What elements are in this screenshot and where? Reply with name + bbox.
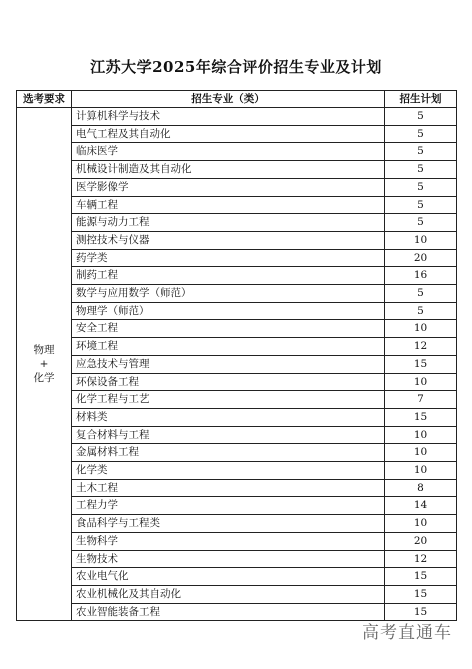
table-row	[17, 462, 457, 480]
plan-cell: 5	[385, 196, 457, 214]
table-row	[17, 532, 457, 550]
plan-cell: 15	[385, 568, 457, 586]
enrollment-table	[16, 90, 457, 621]
major-cell: 农业智能装备工程	[72, 603, 385, 621]
major-cell: 制药工程	[72, 267, 385, 285]
table-row	[17, 373, 457, 391]
major-cell: 药学类	[72, 249, 385, 267]
header-plan: 招生计划	[385, 91, 457, 108]
header-requirement: 选考要求	[17, 91, 72, 108]
table-row	[17, 355, 457, 373]
table-row	[17, 320, 457, 338]
table-row	[17, 479, 457, 497]
plan-cell: 5	[385, 108, 457, 126]
major-cell: 食品科学与工程类	[72, 515, 385, 533]
major-cell: 材料类	[72, 408, 385, 426]
major-cell: 金属材料工程	[72, 444, 385, 462]
table-body	[17, 108, 457, 621]
major-cell: 环保设备工程	[72, 373, 385, 391]
table-row	[17, 178, 457, 196]
major-cell: 临床医学	[72, 143, 385, 161]
major-cell: 计算机科学与技术	[72, 108, 385, 126]
table-row	[17, 108, 457, 126]
plan-cell: 10	[385, 426, 457, 444]
plan-cell: 5	[385, 143, 457, 161]
table-row	[17, 444, 457, 462]
plan-cell: 16	[385, 267, 457, 285]
header-major: 招生专业（类）	[72, 91, 385, 108]
plan-cell: 10	[385, 231, 457, 249]
major-cell: 车辆工程	[72, 196, 385, 214]
table-row	[17, 515, 457, 533]
major-cell: 农业电气化	[72, 568, 385, 586]
plan-cell: 14	[385, 497, 457, 515]
major-cell: 电气工程及其自动化	[72, 125, 385, 143]
plan-cell: 10	[385, 320, 457, 338]
table-row	[17, 267, 457, 285]
major-cell: 测控技术与仪器	[72, 231, 385, 249]
table-row	[17, 391, 457, 409]
plan-cell: 15	[385, 603, 457, 621]
table-row	[17, 231, 457, 249]
table-row	[17, 249, 457, 267]
plan-cell: 5	[385, 125, 457, 143]
major-cell: 环境工程	[72, 338, 385, 356]
table-row	[17, 497, 457, 515]
major-cell: 生物技术	[72, 550, 385, 568]
table-row	[17, 143, 457, 161]
plan-cell: 10	[385, 373, 457, 391]
plan-cell: 10	[385, 515, 457, 533]
requirement-cell	[17, 108, 72, 621]
table-row	[17, 285, 457, 303]
table-row	[17, 125, 457, 143]
plan-cell: 5	[385, 161, 457, 179]
plan-cell: 8	[385, 479, 457, 497]
plan-cell: 5	[385, 214, 457, 232]
plan-cell: 15	[385, 408, 457, 426]
table-row	[17, 550, 457, 568]
plan-cell: 10	[385, 462, 457, 480]
table-row	[17, 408, 457, 426]
table-header-row	[17, 91, 457, 108]
major-cell: 应急技术与管理	[72, 355, 385, 373]
table-row	[17, 302, 457, 320]
requirement-line3: 化学	[33, 372, 55, 385]
major-cell: 工程力学	[72, 497, 385, 515]
table-row	[17, 196, 457, 214]
plan-cell: 15	[385, 585, 457, 603]
plan-cell: 12	[385, 338, 457, 356]
table-row	[17, 585, 457, 603]
requirement-line1: 物理	[33, 344, 55, 357]
major-cell: 生物科学	[72, 532, 385, 550]
plan-cell: 5	[385, 178, 457, 196]
table-row	[17, 161, 457, 179]
major-cell: 化学类	[72, 462, 385, 480]
major-cell: 化学工程与工艺	[72, 391, 385, 409]
requirement-line2: +	[39, 358, 49, 371]
major-cell: 农业机械化及其自动化	[72, 585, 385, 603]
major-cell: 物理学（师范）	[72, 302, 385, 320]
plan-cell: 10	[385, 444, 457, 462]
major-cell: 安全工程	[72, 320, 385, 338]
watermark: 高考直通车	[362, 623, 452, 643]
major-cell: 数学与应用数学（师范）	[72, 285, 385, 303]
table-row	[17, 568, 457, 586]
major-cell: 土木工程	[72, 479, 385, 497]
plan-cell: 7	[385, 391, 457, 409]
plan-cell: 5	[385, 302, 457, 320]
plan-cell: 20	[385, 249, 457, 267]
table-row	[17, 338, 457, 356]
plan-cell: 12	[385, 550, 457, 568]
plan-cell: 20	[385, 532, 457, 550]
major-cell: 机械设计制造及其自动化	[72, 161, 385, 179]
table-row	[17, 214, 457, 232]
plan-cell: 5	[385, 285, 457, 303]
table-row	[17, 426, 457, 444]
plan-cell: 15	[385, 355, 457, 373]
major-cell: 医学影像学	[72, 178, 385, 196]
major-cell: 复合材料与工程	[72, 426, 385, 444]
page-title: 江苏大学2025年综合评价招生专业及计划	[90, 58, 382, 76]
major-cell: 能源与动力工程	[72, 214, 385, 232]
